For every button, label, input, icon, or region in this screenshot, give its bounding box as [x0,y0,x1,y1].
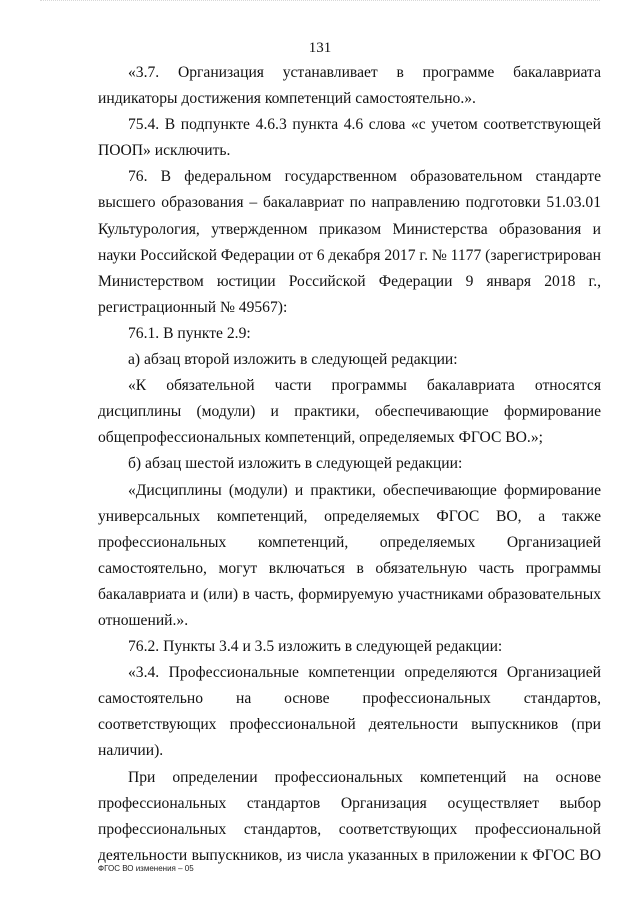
paragraph-item-b: б) абзац шестой изложить в следующей редакции: [128,455,463,473]
page-number: 131 [308,40,332,56]
paragraph-76-2: 76.2. Пункты 3.4 и 3.5 изложить в следующей редакции: [128,638,503,656]
paragraph-professional-standards: При определении профессиональных компетенций на основе профессиональных стандартов Организация осуществляет выбор профессиональных стандартов, соответствующих профессиональной деятельности выпускников, из числа указанных в приложении к ФГОС ВО [98,768,601,864]
document-body [98,60,601,869]
page-footer: ФГОС ВО изменения – 05 [98,864,194,873]
paragraph-3-7: «3.7. Организация устанавливает в программе бакалавриата индикаторы достижения компетенций самостоятельно.». [98,64,601,108]
paragraph-quote-mandatory-part: «К обязательной части программы бакалавриата относятся дисциплины (модули) и практики, обеспечивающие формирование общепрофессиональных компетенций, определяемых ФГОС ВО.»; [98,377,601,447]
paragraph-76: 76. В федеральном государственном образовательном стандарте высшего образования – бакалавриат по направлению подготовки 51.03.01 Культурология, утвержденном приказом Министерства образования и науки Российской Федерации от 6 декабря 2017 г. № 1177 (зарегистрирован Министерством юстиции Российской Федерации 9 января 2018 г., регистрационный № 49567): [98,168,601,316]
paragraph-item-a: а) абзац второй изложить в следующей редакции: [128,351,458,369]
paragraph-3-4: «3.4. Профессиональные компетенции определяются Организацией самостоятельно на основе профессиональных стандартов, соответствующих профессиональной деятельности выпускников (при наличии). [98,664,601,760]
paragraph-75-4: 75.4. В подпункте 4.6.3 пункта 4.6 слова «с учетом соответствующей ПООП» исключить. [98,116,601,160]
scan-edge-line [40,0,600,2]
paragraph-quote-disciplines: «Дисциплины (модули) и практики, обеспечивающие формирование универсальных компетенций, определяемых ФГОС ВО, а также профессиональных компетенций, определяемых Организацией самостоятельно, могут включаться в обязательную часть программы бакалавриата и (или) в часть, формируемую участниками образовательных отношений.». [98,481,601,629]
paragraph-76-1: 76.1. В пункте 2.9: [128,324,251,342]
